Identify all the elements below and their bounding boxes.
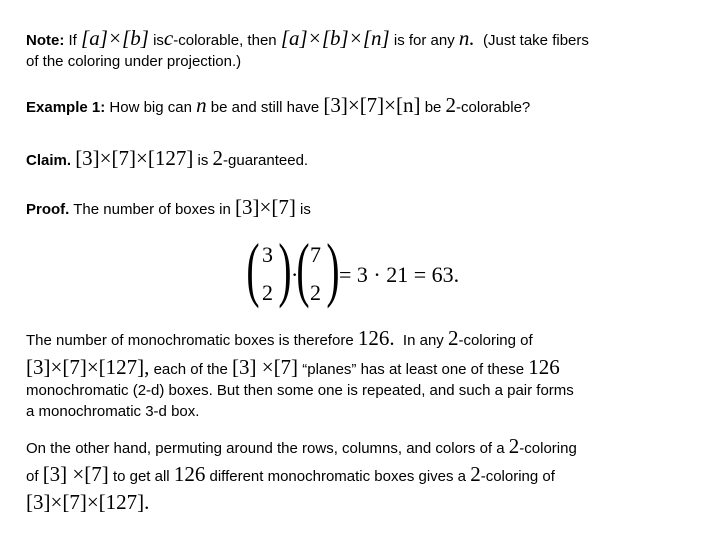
note-n-var: n. xyxy=(458,26,475,50)
proof-label: Proof. xyxy=(26,201,70,218)
note-is-for-any: is for any xyxy=(393,32,455,49)
binom1-right-paren: ) xyxy=(278,229,292,309)
para2-l2-two: 2 xyxy=(470,462,481,486)
para1-l1-two: 2 xyxy=(447,326,459,350)
binomial-formula xyxy=(245,229,505,309)
para2-line-3 xyxy=(26,492,149,515)
binom2-bottom: 2 xyxy=(310,280,321,305)
claim-grid: [3]×[7]×[127] xyxy=(75,146,194,170)
claim-label: Claim. xyxy=(26,152,72,169)
para2-l1-two: 2 xyxy=(508,434,520,458)
para1-l2-grid: [3]×[7]×[127], xyxy=(26,355,150,379)
example-be-and: be and still have xyxy=(210,99,320,116)
binom1-left-paren: ( xyxy=(246,229,260,309)
claim-guaranteed: -guaranteed. xyxy=(223,152,309,169)
example-label: Example 1: xyxy=(26,99,106,116)
example-grid: [3]×[7]×[n] xyxy=(323,93,421,117)
para2-l2-text2: different monochromatic boxes gives a xyxy=(209,468,467,485)
para2-l2-num: 126 xyxy=(173,462,206,486)
note-c-var: c xyxy=(163,26,174,50)
formula-dot: · xyxy=(291,262,299,287)
claim-two: 2 xyxy=(212,146,224,170)
para2-l2-of: of xyxy=(26,468,39,485)
note-grid-abn: [a]×[b]×[n] xyxy=(280,26,390,50)
note-label: Note: xyxy=(26,32,65,49)
para2-line-2 xyxy=(26,464,555,487)
note-line-1 xyxy=(26,28,589,51)
note-colorable-then: -colorable, then xyxy=(173,32,277,49)
para2-line-1 xyxy=(26,436,577,459)
binom2-top: 7 xyxy=(310,242,321,267)
para2-l3-grid: [3]×[7]×[127]. xyxy=(26,490,150,514)
claim-line xyxy=(26,148,308,171)
formula-result: = 3 · 21 = 63. xyxy=(339,262,460,287)
binom2-right-paren: ) xyxy=(326,229,340,309)
para1-l2-num: 126 xyxy=(528,355,560,379)
para1-l2-text2: “planes” has at least one of these xyxy=(302,361,525,378)
para1-l1-text: The number of monochromatic boxes is therefore xyxy=(26,332,354,349)
para1-line-3: monochromatic (2-d) boxes. But then some one is repeated, and such a pair forms xyxy=(26,382,574,399)
proof-text: The number of boxes in xyxy=(73,201,231,218)
para2-l2-text: to get all xyxy=(112,468,170,485)
proof-is: is xyxy=(300,201,311,218)
para1-l1-text2: In any xyxy=(402,332,444,349)
para1-line-1 xyxy=(26,328,533,351)
binom1-bottom: 2 xyxy=(262,280,273,305)
note-is: is xyxy=(153,32,164,49)
note-if: If xyxy=(68,32,77,49)
example-two: 2 xyxy=(445,93,457,117)
para1-line-4: a monochromatic 3-d box. xyxy=(26,403,200,420)
example-be: be xyxy=(424,99,442,116)
para1-l1-text3: -coloring of xyxy=(458,332,533,349)
example-colorable-q: -colorable? xyxy=(456,99,531,116)
para2-l1-text2: -coloring xyxy=(519,440,577,457)
proof-line xyxy=(26,197,311,220)
note-grid-ab: [a]×[b] xyxy=(81,26,149,50)
example-n-var: n xyxy=(196,93,207,117)
binom1-top: 3 xyxy=(262,242,273,267)
para2-l2-grid: [3] ×[7] xyxy=(42,462,109,486)
example-how-big: How big can xyxy=(109,99,192,116)
note-paren-text: (Just take fibers xyxy=(483,32,589,49)
proof-grid: [3]×[7] xyxy=(235,195,296,219)
para1-l2-text: each of the xyxy=(153,361,228,378)
binom2-left-paren: ( xyxy=(296,229,310,309)
para1-l1-num: 126. xyxy=(357,326,395,350)
para2-l2-text3: -coloring of xyxy=(480,468,555,485)
claim-is: is xyxy=(197,152,209,169)
para1-l2-grid2: [3] ×[7] xyxy=(231,355,299,379)
para1-line-2 xyxy=(26,357,560,380)
para2-l1-text: On the other hand, permuting around the rows, columns, and colors of a xyxy=(26,440,505,457)
note-line-2: of the coloring under projection.) xyxy=(26,53,242,70)
example-line xyxy=(26,95,530,118)
